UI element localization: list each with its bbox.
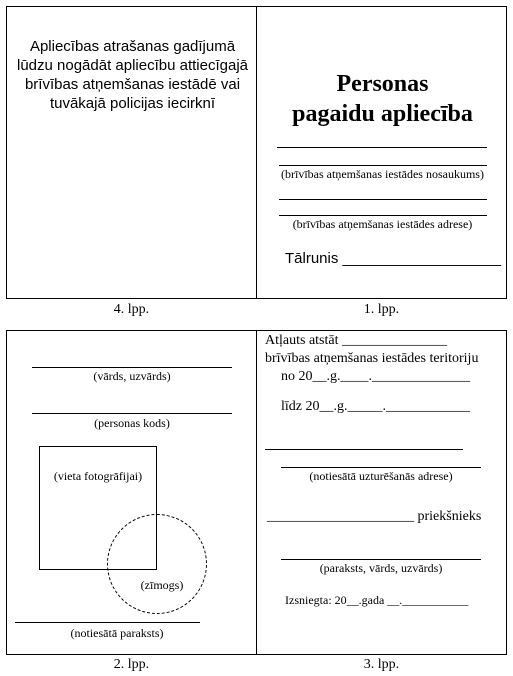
institution-name-line bbox=[279, 165, 487, 166]
name-caption: (vārds, uzvārds) bbox=[93, 369, 171, 383]
permit-line-2: brīvības atņemšanas iestādes teritoriju bbox=[265, 351, 479, 366]
page-2-panel bbox=[6, 330, 257, 655]
institution-name-caption: (brīvības atņemšanas iestādes nosaukums) bbox=[281, 167, 484, 181]
lost-card-notice: Apliecības atrašanas gadījumā lūdzu nogādāt apliecību attiecīgajā brīvības atņemšanas iestādē vai tuvākajā policijas iecirknī bbox=[17, 38, 249, 112]
page-label-2: 2. lpp. bbox=[113, 657, 150, 672]
title-underline bbox=[277, 147, 487, 148]
name-line bbox=[32, 367, 232, 368]
chief-signature-caption: (paraksts, vārds, uzvārds) bbox=[319, 561, 443, 575]
stamp-circle bbox=[107, 514, 207, 614]
page-label-4: 4. lpp. bbox=[113, 302, 150, 317]
stamp-caption: (zīmogs) bbox=[140, 578, 184, 592]
from-date-field: no 20__.g.____.______________ bbox=[281, 369, 470, 384]
institution-address-line-1 bbox=[279, 199, 487, 200]
photo-caption: (vieta fotogrāfijai) bbox=[53, 469, 143, 483]
signature-caption: (notiesātā paraksts) bbox=[70, 626, 164, 640]
issued-date-field: Izsniegta: 20__.gada __.___________ bbox=[285, 593, 469, 607]
permit-line-1: Atļauts atstāt _______________ bbox=[265, 333, 447, 348]
page-label-3: 3. lpp. bbox=[363, 657, 400, 672]
institution-address-caption: (brīvības atņemšanas iestādes adrese) bbox=[292, 217, 473, 231]
signature-line bbox=[15, 622, 200, 623]
page-4-panel bbox=[6, 6, 257, 299]
institution-address-line-2 bbox=[279, 215, 487, 216]
chief-signature-line bbox=[281, 559, 481, 560]
personal-code-caption: (personas kods) bbox=[94, 416, 170, 430]
personal-code-line bbox=[32, 413, 232, 414]
document-title bbox=[257, 69, 508, 129]
phone-field: Tālrunis ___________________ bbox=[285, 250, 502, 267]
residence-caption: (notiesātā uzturēšanās adrese) bbox=[309, 469, 453, 483]
page-label-1: 1. lpp. bbox=[363, 302, 400, 317]
residence-line-1 bbox=[265, 449, 463, 450]
title-line-1: Personas bbox=[336, 71, 429, 97]
page-1-panel bbox=[256, 6, 507, 299]
residence-line-2 bbox=[281, 467, 481, 468]
until-date-field: līdz 20__.g._____.____________ bbox=[281, 399, 470, 414]
chief-field: _____________________ priekšnieks bbox=[267, 509, 482, 524]
title-line-2: pagaidu apliecība bbox=[292, 101, 473, 127]
page-3-panel bbox=[256, 330, 507, 655]
